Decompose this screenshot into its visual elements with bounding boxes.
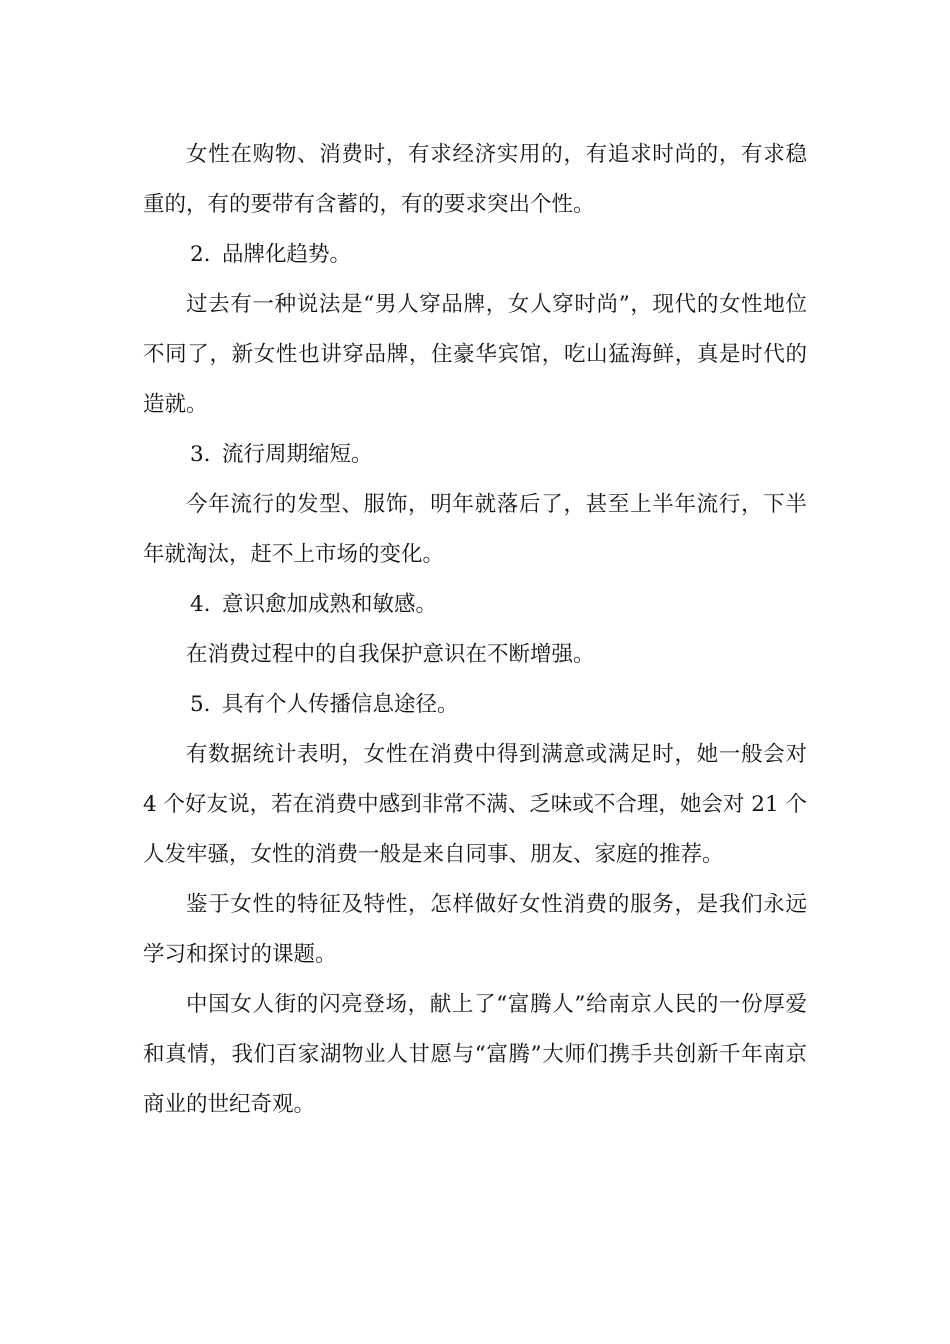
paragraph-awareness: 在消费过程中的自我保护意识在不断增强。 — [186, 642, 595, 667]
list-item-text: 意识愈加成熟和敏感。 — [222, 592, 438, 617]
list-item-number: 4. — [190, 592, 211, 617]
list-item-word-of-mouth — [143, 680, 807, 730]
list-item-trend-cycle — [143, 430, 807, 480]
list-item-number: 5. — [190, 692, 211, 717]
paragraph-statistics: 有数据统计表明，女性在消费中得到满意或满足时，她一般会对 4 个好友说，若在消费中感到非常不满、乏味或不合理，她会对 21 个人发牢骚，女性的消费一般是来自同事、朋友、家庭的推荐。 — [143, 742, 807, 867]
list-item-text: 流行周期缩短。 — [222, 442, 373, 467]
paragraph-service: 鉴于女性的特征及特性，怎样做好女性消费的服务，是我们永远学习和探讨的课题。 — [143, 892, 807, 967]
paragraph-trend-cycle: 今年流行的发型、服饰，明年就落后了，甚至上半年流行，下半年就淘汰，赶不上市场的变化。 — [143, 492, 807, 567]
list-item-text: 品牌化趋势。 — [222, 242, 352, 267]
list-item-number: 2. — [190, 242, 211, 267]
paragraph-closing: 中国女人街的闪亮登场，献上了“富腾人”给南京人民的一份厚爱和真情，我们百家湖物业人甘愿与“富腾”大师们携手共创新千年南京商业的世纪奇观。 — [143, 992, 807, 1117]
paragraph-shopping-needs: 女性在购物、消费时，有求经济实用的，有追求时尚的，有求稳重的，有的要带有含蓄的，有的要求突出个性。 — [143, 142, 807, 217]
list-item-branding-trend — [143, 230, 807, 280]
document-body — [143, 130, 807, 1130]
list-item-text: 具有个人传播信息途径。 — [222, 692, 459, 717]
list-item-awareness — [143, 580, 807, 630]
paragraph-branding: 过去有一种说法是“男人穿品牌，女人穿时尚”，现代的女性地位不同了，新女性也讲穿品牌，住豪华宾馆，吃山猛海鲜，真是时代的造就。 — [143, 292, 807, 417]
list-item-number: 3. — [190, 442, 211, 467]
